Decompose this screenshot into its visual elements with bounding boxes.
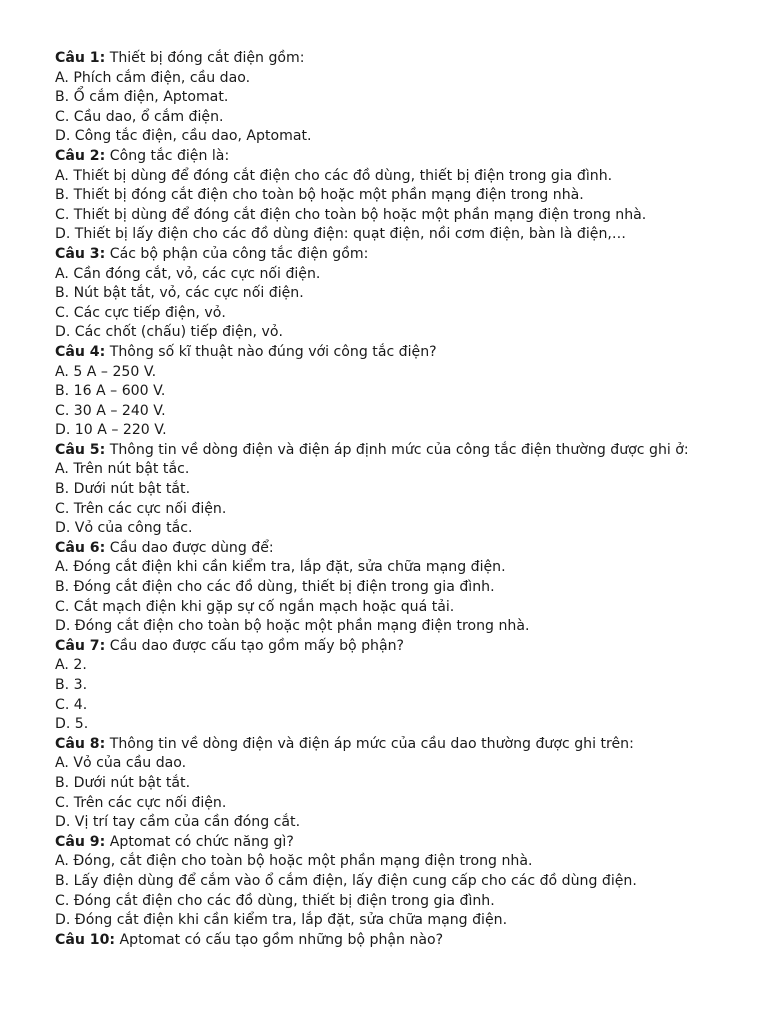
question-number: Câu 9: (55, 833, 106, 850)
question-text: Các bộ phận của công tắc điện gồm: (105, 245, 369, 262)
answer-option: C. Trên các cực nối điện. (55, 500, 227, 517)
question-line (55, 343, 725, 363)
question-line (55, 637, 725, 657)
answer-option: C. Thiết bị dùng để đóng cắt điện cho toàn bộ hoặc một phần mạng điện trong nhà. (55, 206, 647, 223)
question-number: Câu 5: (55, 441, 106, 458)
document-page (55, 49, 725, 950)
question-block (55, 637, 725, 735)
answer-option: A. 2. (55, 657, 87, 674)
answer-option: B. Dưới nút bật tắt. (55, 774, 191, 791)
question-text: Thông tin về dòng điện và điện áp định mức của công tắc điện thường được ghi ở: (105, 441, 689, 458)
answer-option: D. Công tắc điện, cầu dao, Aptomat. (55, 128, 312, 145)
question-number: Câu 2: (55, 147, 106, 164)
answer-option: A. Đóng cắt điện khi cần kiểm tra, lắp đặt, sửa chữa mạng điện. (55, 559, 506, 576)
answer-option: C. 30 A – 240 V. (55, 402, 166, 419)
question-block (55, 147, 725, 245)
answer-option: A. Thiết bị dùng để đóng cắt điện cho các đồ dùng, thiết bị điện trong gia đình. (55, 167, 613, 184)
answer-option: B. 3. (55, 677, 88, 693)
question-block (55, 441, 725, 539)
question-text: Thông số kĩ thuật nào đúng với công tắc điện? (105, 343, 437, 360)
answer-option: C. Đóng cắt điện cho các đồ dùng, thiết bị điện trong gia đình. (55, 892, 495, 909)
answer-option: A. Trên nút bật tắc. (55, 461, 190, 478)
answer-option: D. Đóng cắt điện khi cần kiểm tra, lắp đặt, sửa chữa mạng điện. (55, 912, 508, 929)
answer-option: B. Ổ cắm điện, Aptomat. (55, 89, 229, 106)
answer-option: C. Trên các cực nối điện. (55, 794, 227, 811)
question-number: Câu 6: (55, 539, 106, 556)
question-line (55, 147, 725, 167)
question-block (55, 49, 725, 147)
question-number: Câu 3: (55, 245, 106, 262)
answer-option: C. Các cực tiếp điện, vỏ. (55, 304, 226, 321)
question-text: Thông tin về dòng điện và điện áp mức của cầu dao thường được ghi trên: (105, 735, 634, 752)
question-line (55, 245, 725, 265)
answer-option: A. Cần đóng cắt, vỏ, các cực nối điện. (55, 265, 321, 282)
question-text: Thiết bị đóng cắt điện gồm: (105, 50, 305, 66)
question-line (55, 49, 725, 69)
question-number: Câu 8: (55, 735, 106, 752)
answer-option: D. Vị trí tay cầm của cần đóng cắt. (55, 814, 301, 831)
question-text: Aptomat có chức năng gì? (105, 833, 294, 850)
question-block (55, 833, 725, 931)
answer-option: D. 10 A – 220 V. (55, 422, 167, 439)
answer-option: D. Thiết bị lấy điện cho các đồ dùng điện: quạt điện, nồi cơm điện, bàn là điện,… (55, 226, 626, 243)
answer-option: B. Thiết bị đóng cắt điện cho toàn bộ hoặc một phần mạng điện trong nhà. (55, 187, 584, 204)
answer-option: D. 5. (55, 716, 89, 733)
answer-option: A. Đóng, cắt điện cho toàn bộ hoặc một phần mạng điện trong nhà. (55, 853, 533, 870)
answer-option: A. Phích cắm điện, cầu dao. (55, 69, 251, 86)
answer-option: A. 5 A – 250 V. (55, 363, 157, 380)
answer-option: C. Cầu dao, ổ cắm điện. (55, 108, 224, 125)
answer-option: C. Cắt mạch điện khi gặp sự cố ngắn mạch hoặc quá tải. (55, 598, 455, 615)
question-line (55, 931, 725, 951)
answer-option: C. 4. (55, 696, 88, 713)
question-number: Câu 1: (55, 50, 106, 66)
question-line (55, 539, 725, 559)
question-text: Aptomat có cấu tạo gồm những bộ phận nào? (115, 931, 444, 948)
question-text: Cầu dao được cấu tạo gồm mấy bộ phận? (105, 637, 405, 654)
question-line (55, 441, 720, 461)
question-line (55, 833, 725, 853)
answer-option: B. Dưới nút bật tắt. (55, 481, 191, 498)
question-block (55, 343, 725, 441)
answer-option: A. Vỏ của cầu dao. (55, 755, 187, 772)
answer-option: B. 16 A – 600 V. (55, 383, 166, 400)
question-block (55, 735, 725, 833)
question-block (55, 539, 725, 637)
answer-option: B. Nút bật tắt, vỏ, các cực nối điện. (55, 285, 304, 302)
answer-option: B. Lấy điện dùng để cắm vào ổ cắm điện, lấy điện cung cấp cho các đồ dùng điện. (55, 872, 637, 889)
question-number: Câu 10: (55, 931, 116, 948)
question-text: Công tắc điện là: (105, 147, 230, 164)
question-number: Câu 4: (55, 343, 106, 360)
answer-option: D. Các chốt (chấu) tiếp điện, vỏ. (55, 324, 283, 341)
question-block (55, 245, 725, 343)
question-line (55, 735, 725, 755)
question-number: Câu 7: (55, 637, 106, 654)
question-block (55, 931, 725, 951)
question-text: Cầu dao được dùng để: (105, 539, 274, 556)
answer-option: D. Đóng cắt điện cho toàn bộ hoặc một phần mạng điện trong nhà. (55, 618, 530, 635)
answer-option: B. Đóng cắt điện cho các đồ dùng, thiết bị điện trong gia đình. (55, 579, 495, 596)
answer-option: D. Vỏ của công tắc. (55, 520, 193, 537)
